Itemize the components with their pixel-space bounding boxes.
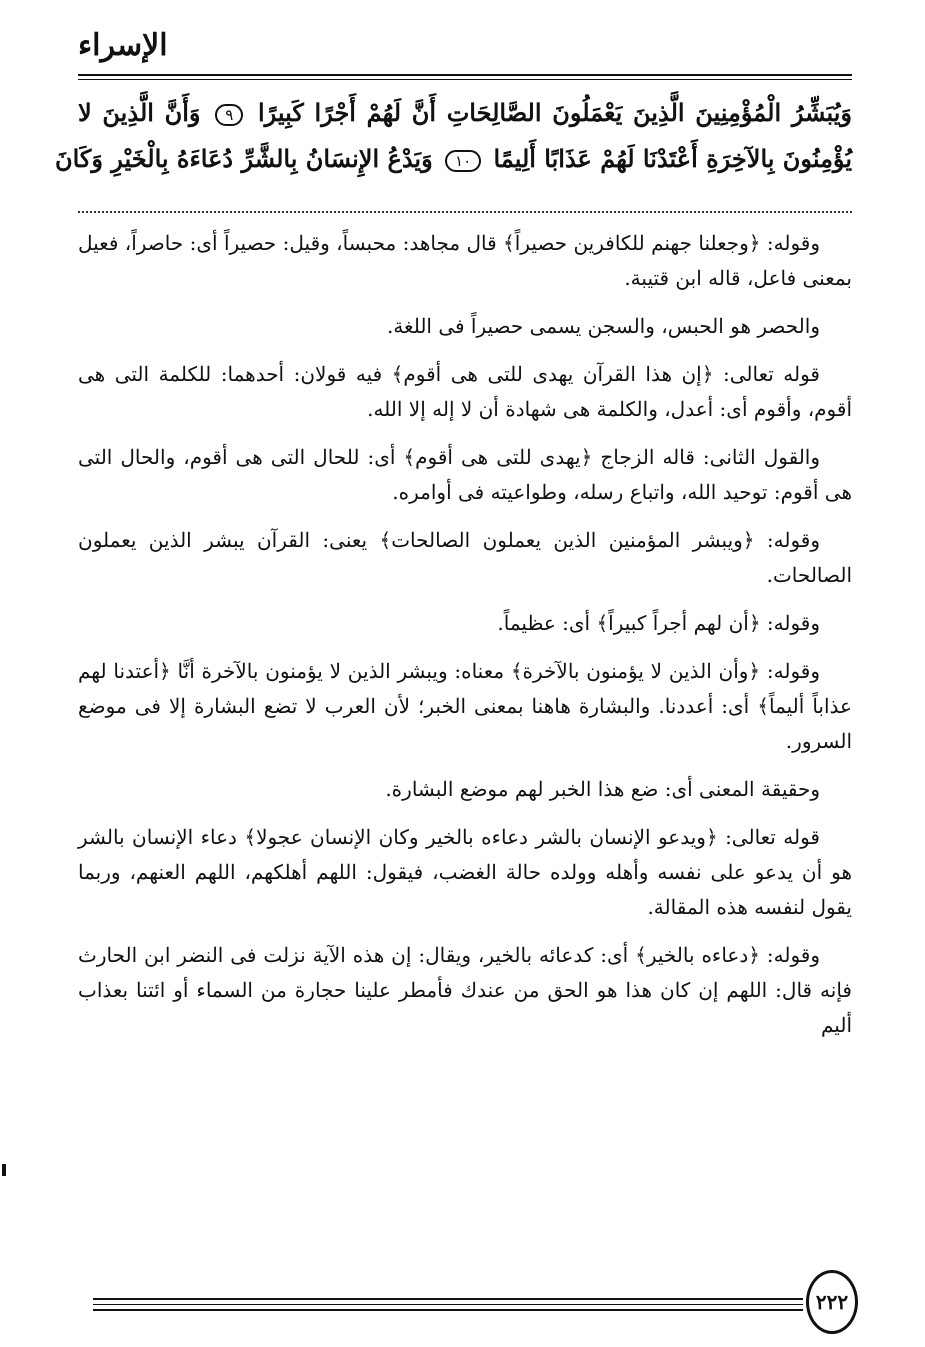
ayah-number-marker: ٩: [215, 104, 243, 126]
section-divider: [78, 211, 852, 213]
commentary-paragraph: قوله تعالى: ﴿إن هذا القرآن يهدى للتى هى أقوم﴾ فيه قولان: أحدهما: للكلمة التى هى أقوم، وأقوم أى: أعدل، والكلمة هى شهادة أن لا إله إلا الله.: [78, 362, 852, 421]
footer-rule: [93, 1309, 803, 1311]
header-rule-thin: [78, 79, 852, 80]
footer-rule: [93, 1298, 803, 1300]
verse-text: وَيُبَشِّرُ الْمُؤْمِنِينَ الَّذِينَ يَعْمَلُونَ الصَّالِحَاتِ أَنَّ لَهُمْ أَجْرًا كَبِيرًا: [258, 98, 853, 127]
commentary-paragraph: وقوله: ﴿وجعلنا جهنم للكافرين حصيراً﴾ قال مجاهد: محبساً، وقيل: حصيراً أى: حاصراً، فعيل بمعنى فاعل، قاله ابن قتيبة.: [78, 231, 852, 290]
surah-title: الإسراء: [78, 28, 168, 63]
commentary-body: [78, 226, 852, 1056]
commentary-paragraph: قوله تعالى: ﴿ويدعو الإنسان بالشر دعاءه بالخير وكان الإنسان عجولا﴾ دعاء الإنسان بالشر هو أن يدعو على نفسه وأهله وولده حالة الغضب، فيقول: اللهم أهلكهم، اللهم العنهم، وربما يقول لنفسه هذه المقالة.: [78, 825, 852, 919]
scan-mark: [2, 1164, 6, 1176]
quran-verses: [54, 90, 853, 182]
ayah-number-marker: ١٠: [445, 150, 481, 172]
verse-text: وَيَدْعُ الإِنسَانُ بِالشَّرِّ دُعَاءَهُ بِالْخَيْرِ وَكَانَ: [54, 144, 433, 173]
commentary-paragraph: والحصر هو الحبس، والسجن يسمى حصيراً فى اللغة.: [386, 314, 820, 338]
verse-text: يُؤْمِنُونَ بِالآخِرَةِ أَعْتَدْنَا لَهُمْ عَذَابًا أَلِيمًا: [493, 144, 852, 173]
verse-text: وَأَنَّ الَّذِينَ لا: [78, 98, 201, 127]
verse-line-1: [78, 90, 852, 136]
page-number: ٢٢٢: [806, 1270, 858, 1334]
commentary-paragraph: وقوله: ﴿وأن الذين لا يؤمنون بالآخرة﴾ معناه: ويبشر الذين لا يؤمنون بالآخرة أنَّا ﴿أعتدنا لهم عذاباً أليماً﴾ أى: أعددنا. والبشارة هاهنا بمعنى الخبر؛ لأن العرب لا تضع البشارة إلا فى موضع السرور.: [78, 659, 852, 753]
footer-rule: [93, 1304, 803, 1305]
commentary-paragraph: وقوله: ﴿ويبشر المؤمنين الذين يعملون الصالحات﴾ يعنى: القرآن يبشر الذين يعملون الصالحات.: [78, 528, 852, 587]
commentary-paragraph: وقوله: ﴿دعاءه بالخير﴾ أى: كدعائه بالخير، ويقال: إن هذه الآية نزلت فى النضر ابن الحارث فإنه قال: اللهم إن كان هذا هو الحق من عندك فأمطر علينا حجارة من السماء أو ائتنا بعذاب أليم: [78, 943, 852, 1037]
verse-line-2: [54, 136, 852, 182]
commentary-paragraph: وقوله: ﴿أن لهم أجراً كبيراً﴾ أى: عظيماً.: [497, 611, 820, 635]
commentary-paragraph: والقول الثانى: قاله الزجاج ﴿يهدى للتى هى أقوم﴾ أى: للحال التى هى أقوم، والحال التى هى أقوم: توحيد الله، واتباع رسله، وطواعيته فى أوامره.: [78, 445, 852, 504]
commentary-paragraph: وحقيقة المعنى أى: ضع هذا الخبر لهم موضع البشارة.: [385, 777, 820, 801]
header-rule: [78, 74, 852, 76]
